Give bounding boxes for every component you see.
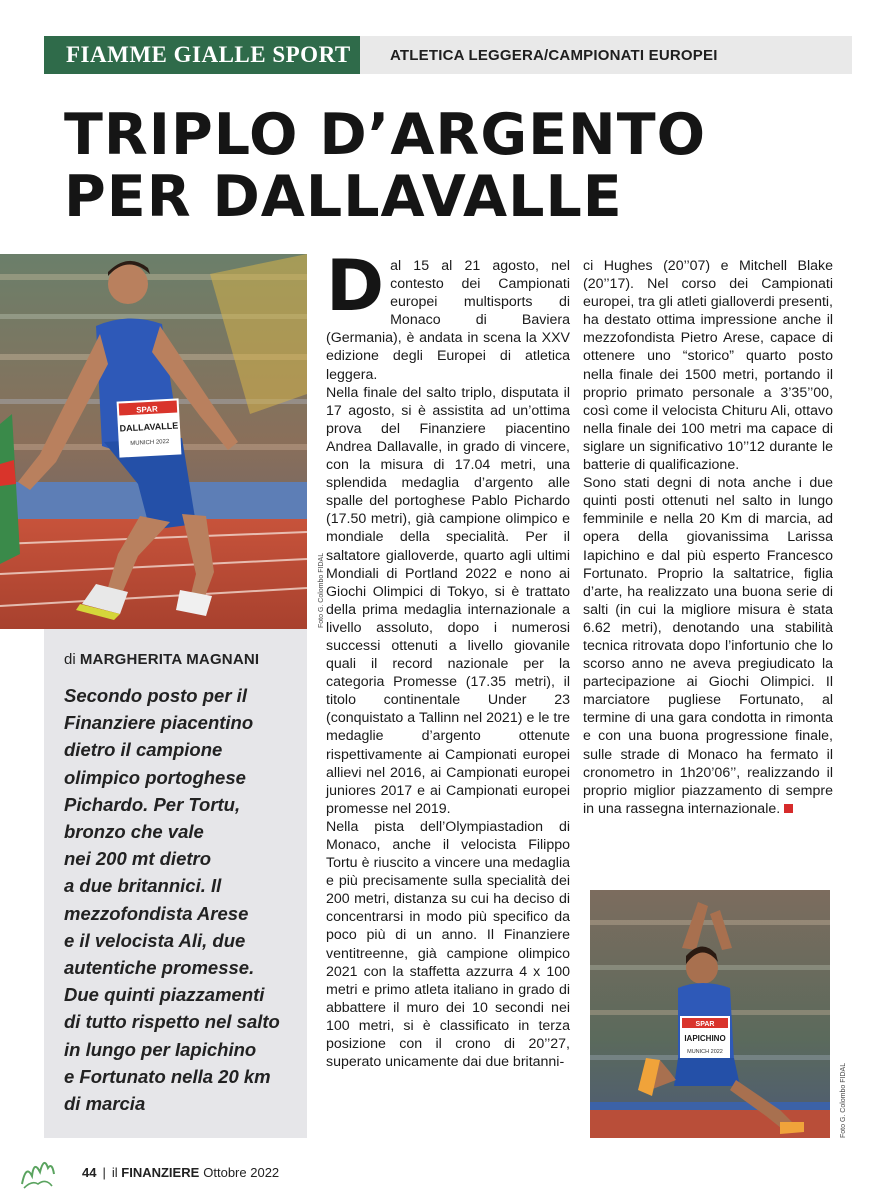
quote-line: Secondo posto per il: [64, 685, 247, 706]
bib-name-text: DALLAVALLE: [119, 420, 179, 434]
page-number: 44: [82, 1164, 97, 1180]
article-paragraph: Nella pista dell’Olympiastadion di Monaco, anche il velocista Filippo Tortu è riuscito a vincere una medaglia e più precisamente sulla specialità dei 200 metri, distanza su cui ha deciso di concentrarsi in modo più specifico da poco più di un anno. Il Finanziere ventitreenne, già campione olimpico 2021 con la staffetta azzurra 4 x 100 metri e primo atleta italiano in grado di abbattere il muro dei 10 secondi nei 100 metri, si è classificato in terza posizione con il crono di 20’’27, superato unicamente dai due britanni-: [326, 818, 570, 1071]
bib-sponsor-text: SPAR: [135, 404, 159, 415]
section-label: FIAMME GIALLE SPORT: [44, 36, 360, 74]
bib-event-text: MUNICH 2022: [130, 438, 170, 447]
quote-line: Due quinti piazzamenti: [64, 984, 265, 1006]
quote-line: Pichardo. Per Tortu,: [64, 793, 241, 815]
drop-cap: D: [326, 245, 385, 327]
magazine-prefix: il: [111, 1164, 118, 1180]
triple-jumper-image: [0, 254, 307, 629]
magazine-title: [112, 1165, 199, 1180]
article-column-1: [326, 245, 570, 1071]
quote-line: Finanziere piacentino: [64, 712, 254, 734]
page-footer: [18, 1152, 279, 1192]
magazine-name: FINANZIERE: [121, 1164, 200, 1180]
quote-line: dietro il campione: [64, 739, 223, 761]
pull-quote: [64, 682, 295, 1117]
photo-credit-1: Foto G. Colombo FIDAL: [318, 552, 325, 628]
quote-line: olimpico portoghese: [64, 766, 246, 788]
quote-line: di marcia: [64, 1093, 146, 1115]
article-paragraph: Nella finale del salto triplo, disputata il 17 agosto, si è assistita ad un’ottima prova del Finanziere piacentino Andrea Dallavalle, in grado di vincere, con la misura di 17.04 metri, una splendida medaglia d’argento alle spalle del portoghese Pablo Pichardo (17.50 metri), già campione olimpico e mondiale della specialità. Per il saltatore gialloverde, quarto agli ultimi Mondiali di Portland 2022 e nono ai Giochi Olimpici di Tokyo, si è trattato della prima medaglia internazionale a livello assoluto, dopo i numerosi successi ottenuti a livello giovanile quali il record nazionale per la categoria Promesse (17.35 metri), il titolo continentale Under 23 (conquistato a Tallinn nel 2021) e le tre medaglie d’argento ottenute rispettivamente ai Campionati europei allievi nel 2016, ai Campionati europei juniores 2017 e ai Campionati europei promesse nel 2019.: [326, 384, 570, 817]
dallavalle-photo: [0, 254, 307, 629]
quote-line: nei 200 mt dietro: [64, 848, 212, 870]
pull-quote-box: [44, 629, 307, 1138]
quote-line: bronzo che vale: [64, 821, 204, 843]
article-paragraph: al 15 al 21 agosto, nel contesto dei Campionati europei multisports di Monaco di Baviera (Germania), è andata in scena la XXV edizione degli Europei di atletica leggera.: [326, 258, 570, 383]
headline-line-2: PER DALLAVALLE: [64, 164, 623, 230]
quote-line: e Fortunato nella 20 km: [64, 1065, 271, 1087]
bib-sponsor-text: SPAR: [695, 1021, 715, 1028]
article-headline: [64, 104, 844, 228]
quote-line: in lungo per Iapichino: [64, 1038, 257, 1060]
quote-line: mezzofondista Arese: [64, 902, 249, 924]
photo-credit-2: Foto G. Colombo FIDAL: [840, 1062, 847, 1138]
article-paragraph-text: Sono stati degni di nota anche i due quinti posti ottenuti nel salto in lungo femminile e nella 20 Km di marcia, ad opera della giovanissima Larissa Iapichino e dal più esperto Francesco Fortunato. Proprio la saltatrice, figlia d’arte, ha realizzato una buona serie di salti (in cui la migliore misura è stata 6.62 metri), denotando una stabilità tecnica ritrovata dopo l’infortunio che lo scorso anno ne aveva pregiudicato la partecipazione ai Giochi Olimpici. Il marciatore pugliese Fortunato, al termine di una gara condotta in rimonta e con una buona progressione finale, sulle strade di Monaco ha fermato il cronometro in 1h20’06’’, realizzando il proprio miglior piazzamento di sempre in una rassegna internazionale.: [583, 475, 833, 817]
quote-line: e il velocista Ali, due: [64, 929, 246, 951]
headline-line-1: TRIPLO D’ARGENTO: [64, 102, 707, 168]
article-paragraph: ci Hughes (20’’07) e Mitchell Blake (20’’17). Nel corso dei Campionati europei, tra gli atleti gialloverdi presenti, ha destato ottima impressione anche il mezzofondista Pietro Arese, capace di ottenere uno “storico” quarto posto nella finale dei 1500 metri, portando il proprio primato personale a 3’35’’00, così come il velocista Chituru Ali, ottavo nella finale dei 100 metri ma capace di siglare un significativo 10’’12 durante le batterie di qualificazione.: [583, 258, 833, 474]
quote-line: autentiche promesse.: [64, 957, 255, 979]
byline-prefix: di: [64, 651, 76, 668]
author-name: MARGHERITA MAGNANI: [79, 651, 260, 668]
quote-line: di tutto rispetto nel salto: [64, 1011, 280, 1033]
article-column-2: [583, 257, 833, 818]
topic-label: ATLETICA LEGGERA/CAMPIONATI EUROPEI: [360, 36, 852, 74]
long-jumper-image: [590, 890, 830, 1138]
author-byline: [64, 651, 295, 668]
footer-separator: |: [102, 1164, 106, 1180]
bib-event-text: MUNICH 2022: [687, 1049, 723, 1055]
section-header: [44, 36, 852, 74]
end-of-article-icon: [784, 804, 793, 813]
article-paragraph-final: [583, 474, 833, 818]
bib-name-text: IAPICHINO: [684, 1034, 726, 1043]
issue-date: Ottobre 2022: [203, 1164, 280, 1180]
fiamme-gialle-logo-icon: [18, 1154, 58, 1190]
iapichino-photo: [590, 890, 830, 1138]
quote-line: a due britannici. Il: [64, 875, 222, 897]
